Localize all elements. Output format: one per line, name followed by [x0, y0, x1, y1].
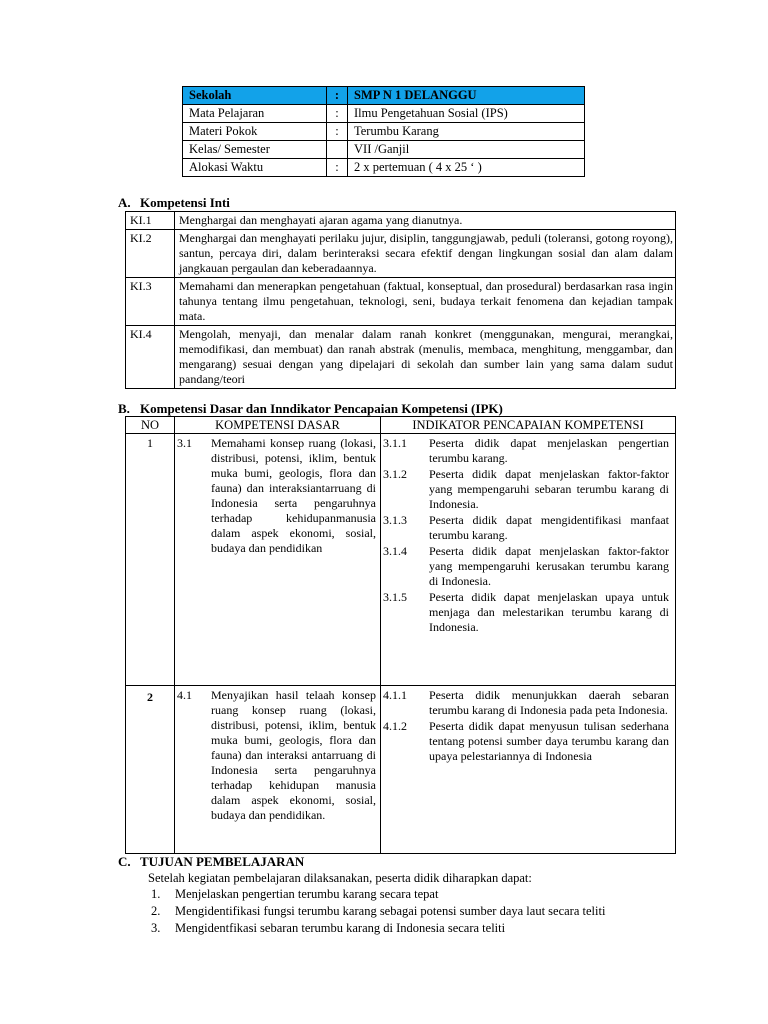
identity-label: Materi Pokok: [183, 123, 327, 141]
ipk-number: 4.1.2: [383, 719, 407, 733]
kompetensi-dasar-table: [125, 416, 676, 854]
identity-row-time: [183, 159, 585, 177]
identity-value: Ilmu Pengetahuan Sosial (IPS): [348, 105, 585, 123]
ipk-text: Peserta didik dapat mengidentifikasi manfaat terumbu karang.: [429, 513, 669, 542]
ipk-text: Peserta didik menunjukkan daerah sebaran terumbu karang di Indonesia pada peta Indonesia.: [429, 688, 669, 717]
ipk-number: 3.1.3: [383, 513, 407, 527]
ipk-number: 4.1.1: [383, 688, 407, 702]
ipk-item: [383, 590, 673, 635]
tujuan-text: Mengidentifikasi fungsi terumbu karang sebagai potensi sumber daya laut secara teliti: [175, 904, 606, 918]
identity-table: [182, 86, 585, 177]
section-a-letter: A.: [118, 195, 131, 210]
identity-value: Terumbu Karang: [348, 123, 585, 141]
identity-separator: [327, 141, 348, 159]
ki-row: [126, 230, 676, 278]
tujuan-number: 2.: [151, 904, 161, 918]
kd-header-kd: KOMPETENSI DASAR: [175, 417, 381, 434]
identity-value: SMP N 1 DELANGGU: [348, 87, 585, 105]
kd-row-number: 2: [126, 686, 175, 854]
ipk-cell: [381, 686, 676, 854]
section-a-title: Kompetensi Inti: [140, 195, 230, 210]
kd-text: Menyajikan hasil telaah konsep ruang konsep ruang (lokasi, distribusi, potensi, iklim, bentuk muka bumi, geologis, flora dan fauna) dan interaksi antarruang di Indonesia serta pengaruhnya terhadap kehidupan manusia dalam aspek ekonomi, sosial, budaya dan pendidikan.: [211, 688, 376, 822]
ipk-item: [383, 719, 673, 764]
ipk-item: [383, 467, 673, 512]
identity-row-subject: [183, 105, 585, 123]
identity-label: Sekolah: [183, 87, 327, 105]
kd-cell: [175, 434, 381, 686]
tujuan-intro: Setelah kegiatan pembelajaran dilaksanakan, peserta didik diharapkan dapat:: [148, 871, 532, 885]
identity-separator: :: [327, 87, 348, 105]
identity-label: Kelas/ Semester: [183, 141, 327, 159]
kd-row-number: 1: [126, 434, 175, 686]
ki-code: KI.2: [126, 230, 175, 278]
ipk-number: 3.1.5: [383, 590, 407, 604]
ipk-cell: [381, 434, 676, 686]
kd-header-no: NO: [126, 417, 175, 434]
kd-header-ipk: INDIKATOR PENCAPAIAN KOMPETENSI: [381, 417, 676, 434]
section-b-letter: B.: [118, 401, 130, 416]
ki-text: Mengolah, menyaji, dan menalar dalam ranah konkret (menggunakan, mengurai, merangkai, memodifikasi, dan membuat) dan ranah abstrak (menulis, membaca, menghitung, menggambar, dan mengarang) sesuai dengan yang dipelajari di sekolah dan sumber lain yang sama dalam sudut pandang/teori: [175, 326, 676, 389]
kd-number: 3.1: [177, 436, 192, 450]
section-b-heading: [118, 401, 503, 417]
ki-row: [126, 326, 676, 389]
ki-code: KI.1: [126, 212, 175, 230]
kd-number: 4.1: [177, 688, 192, 702]
ipk-item: [383, 544, 673, 589]
ipk-item: [383, 513, 673, 543]
identity-label: Alokasi Waktu: [183, 159, 327, 177]
identity-row-school: [183, 87, 585, 105]
ki-code: KI.3: [126, 278, 175, 326]
ki-text: Menghargai dan menghayati ajaran agama yang dianutnya.: [175, 212, 676, 230]
ipk-text: Peserta didik dapat menjelaskan upaya untuk menjaga dan melestarikan terumbu karang di Indonesia.: [429, 590, 669, 634]
ipk-number: 3.1.1: [383, 436, 407, 450]
kompetensi-inti-table: [125, 211, 676, 389]
section-a-heading: [118, 195, 230, 211]
ki-text: Memahami dan menerapkan pengetahuan (faktual, konseptual, dan prosedural) berdasarkan rasa ingin tahunya tentang ilmu pengetahuan, teknologi, seni, budaya terkait fenomena dan kejadian tampak mata.: [175, 278, 676, 326]
section-c-title: TUJUAN PEMBELAJARAN: [140, 854, 305, 869]
tujuan-text: Mengidentfikasi sebaran terumbu karang di Indonesia secara teliti: [175, 921, 506, 935]
ipk-item: [383, 688, 673, 718]
identity-value: VII /Ganjil: [348, 141, 585, 159]
section-b-title: Kompetensi Dasar dan Inndikator Pencapaian Kompetensi (IPK): [140, 401, 503, 416]
tujuan-text: Menjelaskan pengertian terumbu karang secara tepat: [175, 887, 439, 901]
ipk-text: Peserta didik dapat menyusun tulisan sederhana tentang potensi sumber daya terumbu karang dan upaya pelestariannya di Indonesia: [429, 719, 669, 763]
kd-text: Memahami konsep ruang (lokasi, distribusi, potensi, iklim, bentuk muka bumi, geologis, flora dan fauna) dan interaksiantarruang di Indonesia serta pengaruhnya terhadap kehidupanmanusia dalam aspek ekonomi, sosial, budaya dan pendidikan: [211, 436, 376, 555]
identity-separator: :: [327, 105, 348, 123]
kd-row: [126, 686, 676, 854]
identity-separator: :: [327, 159, 348, 177]
ipk-text: Peserta didik dapat menjelaskan faktor-faktor yang mempengaruhi sebaran terumbu karang di Indonesia.: [429, 467, 669, 511]
kd-row: [126, 434, 676, 686]
ipk-text: Peserta didik dapat menjelaskan pengertian terumbu karang.: [429, 436, 669, 465]
section-c-letter: C.: [118, 854, 131, 869]
tujuan-item: [151, 920, 505, 937]
ipk-number: 3.1.4: [383, 544, 407, 558]
tujuan-number: 1.: [151, 887, 161, 901]
ipk-item: [383, 436, 673, 466]
ki-code: KI.4: [126, 326, 175, 389]
identity-label: Mata Pelajaran: [183, 105, 327, 123]
section-c-heading: [118, 854, 304, 870]
identity-value: 2 x pertemuan ( 4 x 25 ‘ ): [348, 159, 585, 177]
tujuan-number: 3.: [151, 921, 161, 935]
ipk-number: 3.1.2: [383, 467, 407, 481]
tujuan-item: [151, 886, 438, 903]
ki-text: Menghargai dan menghayati perilaku jujur, disiplin, tanggungjawab, peduli (toleransi, gotong royong), santun, percaya diri, dalam berinteraksi secara efektif dengan lingkungan sosial dan alam dalam jangkauan pergaulan dan keberadaannya.: [175, 230, 676, 278]
identity-separator: :: [327, 123, 348, 141]
kd-cell: [175, 686, 381, 854]
ki-row: [126, 212, 676, 230]
ipk-text: Peserta didik dapat menjelaskan faktor-faktor yang mempengaruhi kerusakan terumbu karang di Indonesia.: [429, 544, 669, 588]
ki-row: [126, 278, 676, 326]
identity-row-class: [183, 141, 585, 159]
identity-row-topic: [183, 123, 585, 141]
tujuan-item: [151, 903, 605, 920]
kd-header-row: [126, 417, 676, 434]
